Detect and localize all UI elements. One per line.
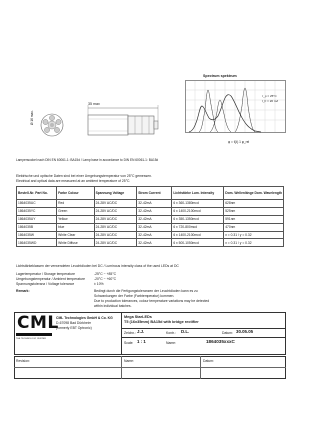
cell-wavelength: x = 0.31 / y = 0.32 — [224, 231, 284, 239]
header-current: Strom Current — [137, 187, 172, 200]
table-row — [17, 239, 284, 247]
cell-colour: Green — [57, 207, 94, 215]
intro-de: Elektrische und optische Daten sind bei einer Umgebungstemperatur von 25°C gemessen. — [16, 174, 152, 178]
spectrum-legend-current: I_F = 20 mA — [262, 99, 279, 103]
storage-label: Lagertemperatur / Storage temperature — [16, 272, 75, 276]
part-name-label: Name: — [166, 341, 176, 345]
logo-bar — [16, 333, 52, 336]
logo-text: CML — [17, 313, 59, 333]
company-name: CML Technologies GmbH & Co. KG — [56, 316, 113, 320]
cell-voltage: 24-28V AC/DC — [94, 207, 137, 215]
cell-part-no: 1864035YC — [17, 207, 57, 215]
remark-line-3: Due to production tolerances, colour temperature variations may be detected — [94, 299, 210, 303]
table-row — [17, 223, 284, 231]
spec-table — [16, 186, 284, 247]
cell-wavelength: 470nm — [224, 223, 284, 231]
ambient-label: Umgebungstemperatur / Ambient temperature — [16, 277, 85, 281]
header-part-no: Bestell-Nr. Part No. — [17, 187, 57, 200]
header-wavelength: Dom. Wellenlänge Dom. Wavelength — [224, 187, 284, 200]
revision-divider-1 — [14, 367, 286, 368]
lamp-base-de: Lampensockel nach DIN EN 60061-1: BA15d — [16, 158, 80, 162]
table-row — [17, 231, 284, 239]
cell-part-no: 1864035UY — [17, 215, 57, 223]
revision-name-label: Name: — [124, 359, 134, 363]
revision-date-label: Datum: — [203, 359, 214, 363]
cell-current: 32-42mA — [137, 215, 172, 223]
company-formerly: (formerly EBT Optronic) — [56, 326, 92, 330]
cell-current: 32-42mA — [137, 200, 172, 208]
header-voltage: Spannung Voltage — [94, 187, 137, 200]
cell-intensity: 6 x 1400-2100mcd — [172, 207, 224, 215]
ambient-value: -20°C ~ +60°C — [94, 277, 117, 281]
cell-wavelength: 628nm — [224, 200, 284, 208]
spectrum-formula: φ = f(λ) 1 φ_rel — [228, 140, 250, 144]
lamp-base-en: Lamp base in accordance to DIN EN 60061-1: BA15d — [82, 158, 159, 162]
logo-subtitle: THE TECHNOLOGY CENTER — [16, 338, 46, 340]
title-divider-h — [121, 328, 286, 329]
part-number: 1864035xxxC — [206, 340, 235, 344]
drawn-value: J.J. — [137, 330, 145, 334]
date-label: Datum: — [222, 331, 233, 335]
cell-part-no: 1864035WD — [17, 239, 57, 247]
cell-part-no: 1864035W — [17, 231, 57, 239]
cell-current: 32-42mA — [137, 231, 172, 239]
cell-intensity: 6 x 360-1380mcd — [172, 200, 224, 208]
title-divider-h2 — [121, 337, 286, 338]
cell-voltage: 24-28V AC/DC — [94, 200, 137, 208]
header-intensity: Lichtstärke Lum. Intensity — [172, 187, 224, 200]
cell-current: 32-42mA — [137, 239, 172, 247]
scale-value: 1 : 1 — [137, 340, 146, 344]
storage-value: -25°C ~ +85°C — [94, 272, 117, 276]
cell-voltage: 24-28V AC/DC — [94, 239, 137, 247]
cell-voltage: 24-28V AC/DC — [94, 223, 137, 231]
voltage-value: ± 10% — [94, 282, 104, 286]
remark-line-4: within individual batches. — [94, 304, 132, 308]
title-divider-v — [121, 312, 122, 355]
cell-part-no: 1864035UC — [17, 200, 57, 208]
spectrum-title: Spectrum spektrum — [203, 74, 237, 78]
revision-label: Revision: — [16, 359, 30, 363]
cell-wavelength: x = 0.31 / y = 0.32 — [224, 239, 284, 247]
voltage-label: Spannungstoleranz / Voltage tolerance — [16, 282, 75, 286]
remark-label: Remark: — [16, 289, 30, 293]
remark-line-1: Bedingt durch die Fertigungstoleranzen der Leuchtdioden kann es zu — [94, 289, 198, 293]
cell-intensity: 6 x 500-1050mcd — [172, 239, 224, 247]
date-value: 30.05.05 — [236, 330, 254, 334]
product-title: Mega StarLEDs — [124, 315, 152, 319]
cell-part-no: 1864035B — [17, 223, 57, 231]
cell-wavelength: 591nm — [224, 215, 284, 223]
cell-colour: White Diffuse — [57, 239, 94, 247]
table-header-row — [17, 187, 284, 200]
product-line2: T5 (16x35mm) BA15d with bridge rectifier — [124, 320, 199, 324]
diameter-dimension: Ø 16 max. — [30, 110, 34, 125]
scale-label: Scale: — [124, 341, 134, 345]
cell-current: 32-42mA — [137, 223, 172, 231]
cell-voltage: 24-28V AC/DC — [94, 215, 137, 223]
lum-note: Lichtstärkeklassen der verwendeten Leuchtdioden bei DC / Luminous intensity class of the used LEDs at DC — [16, 264, 179, 268]
lamp-base-text: Lampensockel nach DIN EN 60061-1: BA15d / Lamp base in accordance to DIN EN 60061-1: BA15d — [16, 158, 159, 162]
company-street: D-67098 Bad Dürkheim — [56, 321, 92, 325]
cell-intensity: 6 x 1400-2100mcd — [172, 231, 224, 239]
cell-colour: blue — [57, 223, 94, 231]
table-row — [17, 200, 284, 208]
intro-en: Electrical and optical data are measured at an ambient temperature of 25°C. — [16, 179, 131, 183]
spectrum-legend-temp: τ_p = 25°C — [262, 94, 277, 98]
header-colour: Farbe Colour — [57, 187, 94, 200]
cell-intensity: 6 x 720-800mcd — [172, 223, 224, 231]
length-dimension: 35 max — [88, 102, 100, 106]
cell-colour: Yellow — [57, 215, 94, 223]
cell-colour: White Clear — [57, 231, 94, 239]
company-logo — [16, 313, 59, 335]
table-row — [17, 207, 284, 215]
checked-value: D.L. — [181, 330, 190, 334]
revision-divider-2 — [121, 356, 122, 379]
cell-current: 32-42mA — [137, 207, 172, 215]
revision-frame — [14, 356, 286, 379]
revision-divider-3 — [200, 356, 201, 379]
drawn-label: Zeichn.: — [124, 331, 137, 335]
spectrum-chart — [185, 80, 287, 135]
cell-colour: Red — [57, 200, 94, 208]
checked-label: Kontr.: — [166, 331, 176, 335]
table-row — [17, 215, 284, 223]
cell-voltage: 24-28V AC/DC — [94, 231, 137, 239]
cell-intensity: 6 x 350-1350mcd — [172, 215, 224, 223]
cell-wavelength: 525nm — [224, 207, 284, 215]
remark-line-2: Schwankungen der Farbe (Farbtemperatur) kommen. — [94, 294, 175, 298]
lamp-drawing — [40, 102, 160, 152]
